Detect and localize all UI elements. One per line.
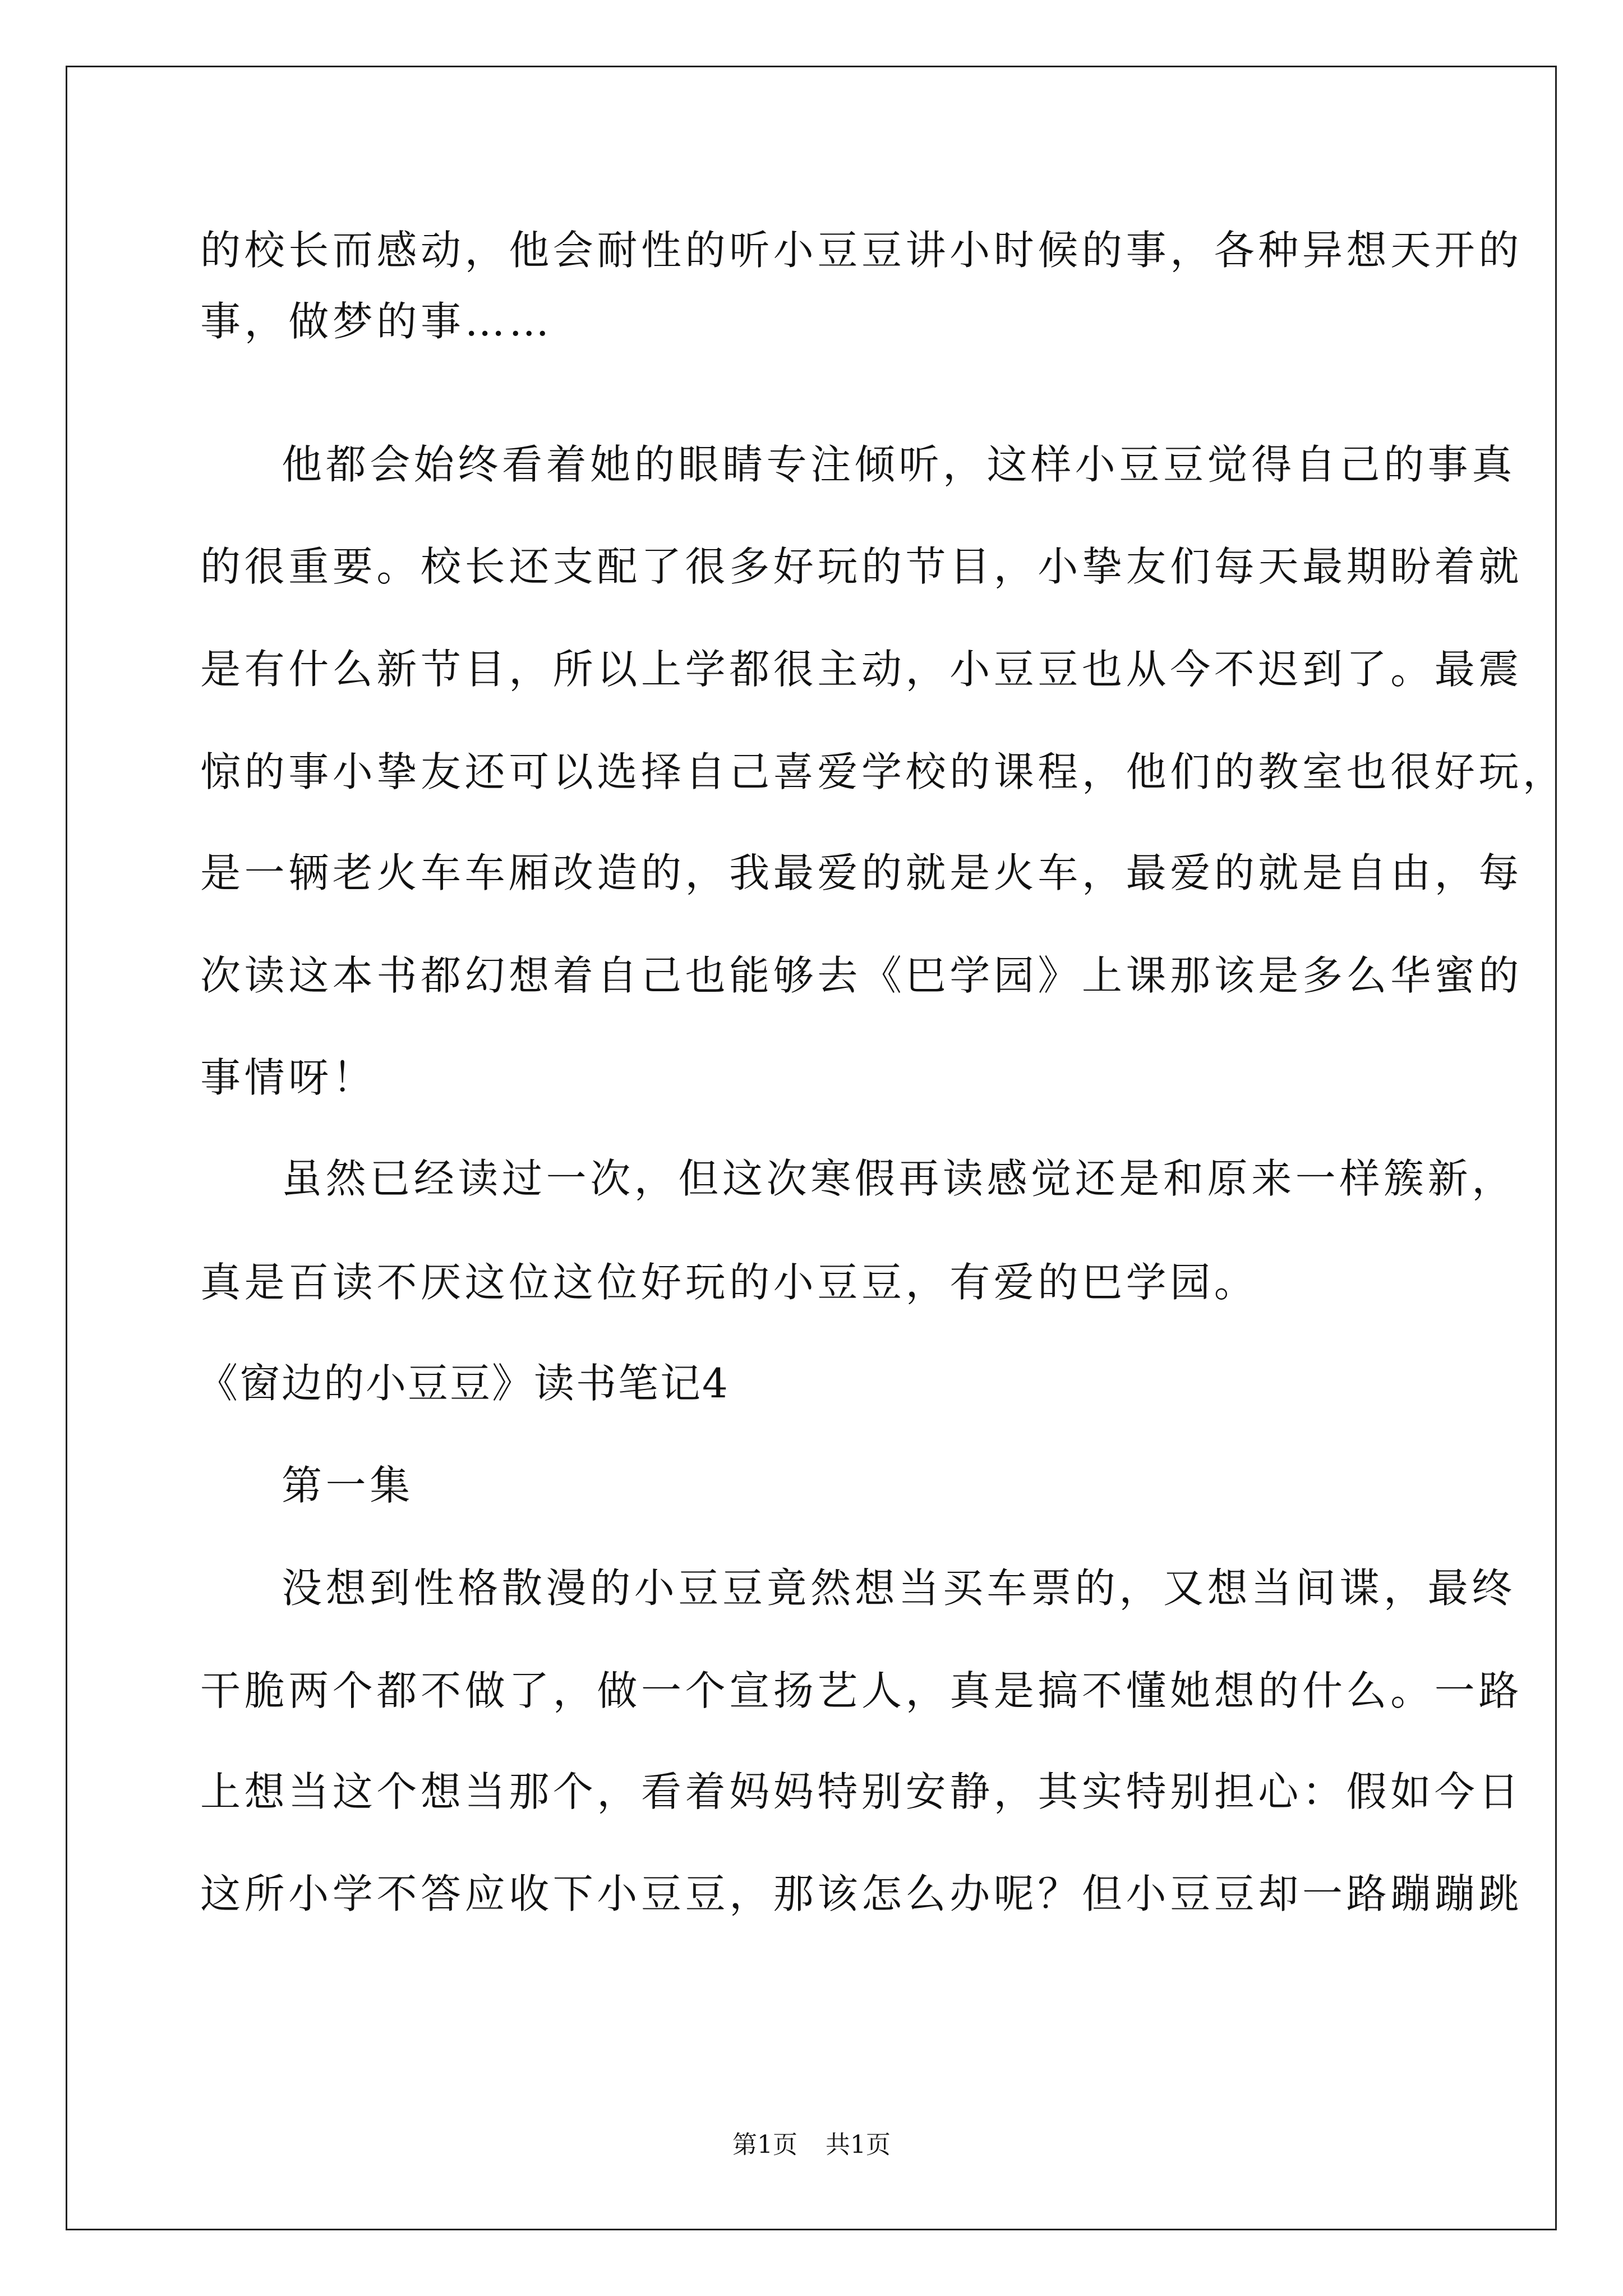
text-line: 是一辆老火车车厢改造的，我最爱的就是火车，最爱的就是自由，每 bbox=[200, 849, 1523, 896]
text-line: 事情呀！ bbox=[200, 1054, 377, 1101]
text-line: 真是百读不厌这位这位好玩的小豆豆，有爱的巴学园。 bbox=[200, 1259, 1258, 1306]
page-number: 第1页 bbox=[732, 2131, 797, 2159]
text-line: 事，做梦的事…… bbox=[200, 298, 553, 345]
text-line: 这所小学不答应收下小豆豆，那该怎么办呢？但小豆豆却一路蹦蹦跳 bbox=[200, 1870, 1523, 1917]
text-line: 干脆两个都不做了，做一个宣扬艺人，真是搞不懂她想的什么。一路 bbox=[200, 1667, 1523, 1714]
text-line: 的很重要。校长还支配了很多好玩的节目，小挚友们每天最期盼着就 bbox=[200, 543, 1523, 590]
paragraph-start-line: 虽然已经读过一次，但这次寒假再读感觉还是和原来一样簇新， bbox=[282, 1155, 1516, 1202]
page-total: 共1页 bbox=[826, 2131, 891, 2159]
text-line: 上想当这个想当那个，看着妈妈特别安静，其实特别担心：假如今日 bbox=[200, 1768, 1523, 1815]
paragraph-start-line: 他都会始终看着她的眼睛专注倾听，这样小豆豆觉得自己的事真 bbox=[282, 441, 1516, 488]
page-footer bbox=[0, 2133, 1623, 2157]
text-line: 惊的事小挚友还可以选择自己喜爱学校的课程，他们的教室也很好玩， bbox=[200, 748, 1567, 795]
text-line: 是有什么新节目，所以上学都很主动，小豆豆也从今不迟到了。最震 bbox=[200, 646, 1523, 693]
paragraph-start-line: 没想到性格散漫的小豆豆竟然想当买车票的，又想当间谍，最终 bbox=[282, 1565, 1516, 1612]
subsection-heading: 第一集 bbox=[282, 1462, 414, 1509]
text-line: 次读这本书都幻想着自己也能够去《巴学园》上课那该是多么华蜜的 bbox=[200, 952, 1523, 999]
section-heading: 《窗边的小豆豆》读书笔记4 bbox=[197, 1360, 730, 1407]
text-line: 的校长而感动，他会耐性的听小豆豆讲小时候的事，各种异想天开的 bbox=[200, 227, 1523, 274]
